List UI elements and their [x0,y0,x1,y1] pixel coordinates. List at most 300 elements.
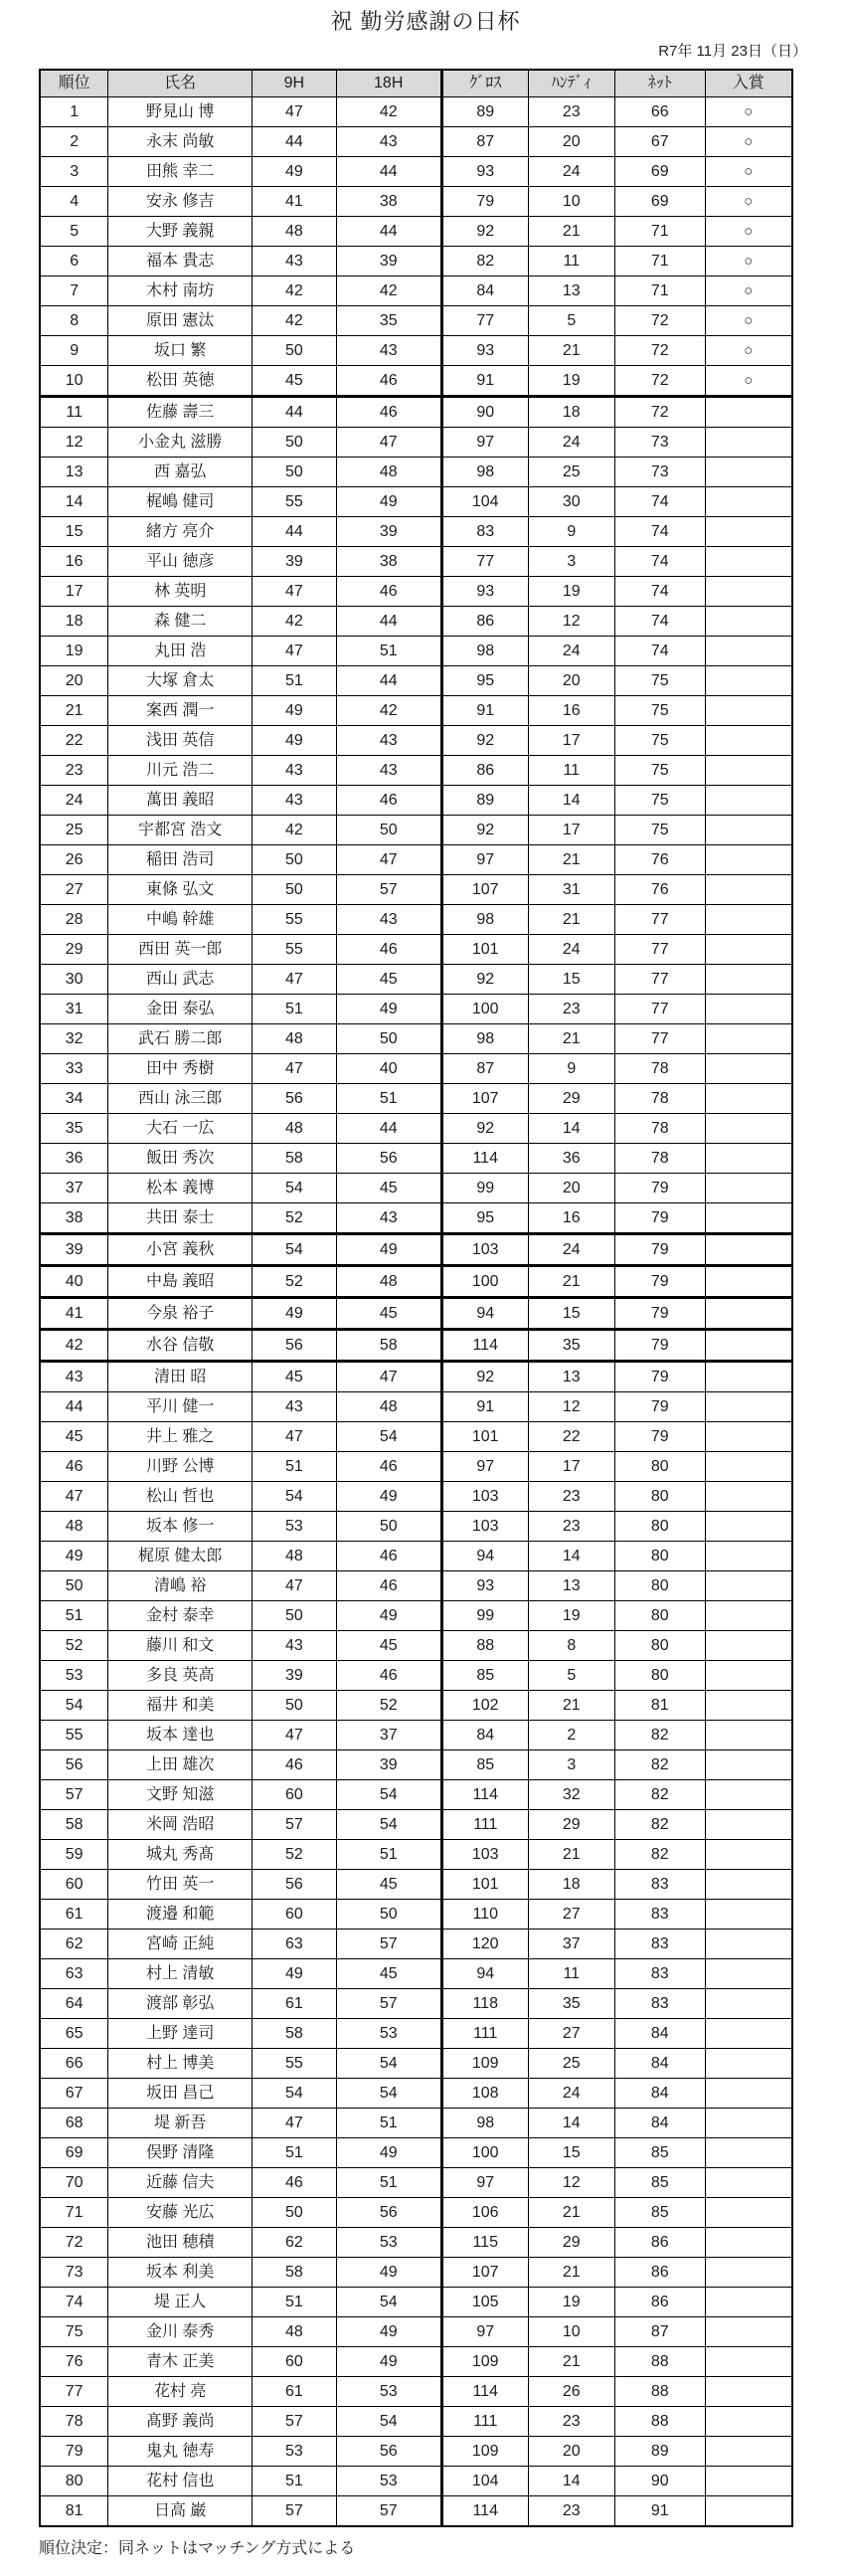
cell-gross: 115 [441,2228,528,2258]
cell-name: 西田 英一郎 [108,935,253,965]
cell-9h: 52 [252,1203,336,1234]
cell-name: 鬼丸 徳寿 [108,2437,253,2467]
cell-name: 坂本 利美 [108,2258,253,2288]
cell-name: 川元 浩二 [108,756,253,786]
cell-18h: 47 [336,1362,441,1392]
cell-handicap: 12 [528,607,614,637]
cell-name: 井上 雅之 [108,1422,253,1452]
cell-net: 74 [614,577,705,607]
cell-net: 78 [614,1114,705,1144]
cell-name: 近藤 信夫 [108,2168,253,2198]
cell-handicap: 35 [528,1330,614,1362]
cell-prize [705,2407,792,2437]
cell-name: 俣野 清隆 [108,2138,253,2168]
cell-rank: 15 [40,517,108,547]
table-row [40,786,792,816]
cell-net: 80 [614,1571,705,1601]
cell-prize [705,1234,792,1266]
cell-gross: 95 [441,1203,528,1234]
cell-rank: 54 [40,1691,108,1721]
cell-rank: 51 [40,1601,108,1631]
cell-18h: 42 [336,696,441,726]
cell-gross: 114 [441,1144,528,1174]
cell-18h: 54 [336,1810,441,1840]
cell-gross: 94 [441,1542,528,1571]
cell-rank: 22 [40,726,108,756]
cell-rank: 16 [40,547,108,577]
cell-18h: 46 [336,935,441,965]
cell-9h: 51 [252,2467,336,2496]
cell-handicap: 13 [528,276,614,306]
cell-9h: 54 [252,2079,336,2109]
cell-rank: 34 [40,1084,108,1114]
cell-9h: 55 [252,935,336,965]
cell-handicap: 14 [528,786,614,816]
cell-net: 85 [614,2138,705,2168]
cell-9h: 46 [252,2168,336,2198]
cell-net: 83 [614,1870,705,1900]
cell-18h: 45 [336,1174,441,1203]
table-body [40,97,792,2527]
cell-handicap: 15 [528,965,614,995]
table-row [40,875,792,905]
cell-net: 85 [614,2168,705,2198]
cell-gross: 97 [441,845,528,875]
cell-handicap: 23 [528,1512,614,1542]
cell-net: 91 [614,2496,705,2527]
cell-net: 79 [614,1298,705,1330]
cell-18h: 35 [336,306,441,336]
cell-gross: 98 [441,905,528,935]
cell-gross: 77 [441,547,528,577]
cell-18h: 50 [336,816,441,845]
cell-net: 79 [614,1362,705,1392]
cell-prize [705,1721,792,1750]
cell-handicap: 11 [528,247,614,276]
cell-name: 大塚 倉太 [108,666,253,696]
cell-prize [705,2467,792,2496]
cell-gross: 110 [441,1900,528,1930]
cell-net: 83 [614,1930,705,1959]
cell-prize: ○ [705,247,792,276]
cell-18h: 52 [336,1691,441,1721]
cell-name: 福本 貴志 [108,247,253,276]
cell-gross: 101 [441,1422,528,1452]
cell-name: 坂本 修一 [108,1512,253,1542]
cell-rank: 30 [40,965,108,995]
cell-9h: 58 [252,2258,336,2288]
cell-rank: 70 [40,2168,108,2198]
cell-name: 竹田 英一 [108,1870,253,1900]
cell-prize [705,1930,792,1959]
cell-handicap: 37 [528,1930,614,1959]
cell-net: 80 [614,1601,705,1631]
cell-gross: 92 [441,1362,528,1392]
cell-rank: 45 [40,1422,108,1452]
table-row [40,726,792,756]
cell-handicap: 19 [528,577,614,607]
cell-handicap: 15 [528,2138,614,2168]
cell-gross: 114 [441,2377,528,2407]
cell-name: 西山 泳三郎 [108,1084,253,1114]
cell-9h: 60 [252,1780,336,1810]
event-date: R7年 11月 23日（日） [658,43,807,60]
table-row [40,1298,792,1330]
cell-name: 上田 雄次 [108,1750,253,1780]
cell-9h: 53 [252,1512,336,1542]
cell-gross: 103 [441,1512,528,1542]
cell-rank: 64 [40,1989,108,2019]
table-row [40,577,792,607]
cell-18h: 56 [336,2437,441,2467]
cell-net: 72 [614,306,705,336]
cell-prize [705,487,792,517]
table-row [40,1840,792,1870]
cell-rank: 61 [40,1900,108,1930]
cell-rank: 67 [40,2079,108,2109]
cell-prize [705,2437,792,2467]
cell-gross: 91 [441,1392,528,1422]
cell-rank: 40 [40,1266,108,1298]
cell-prize [705,1661,792,1691]
cell-rank: 8 [40,306,108,336]
cell-rank: 31 [40,995,108,1024]
table-row [40,2258,792,2288]
cell-net: 83 [614,1989,705,2019]
table-row [40,458,792,487]
cell-net: 72 [614,366,705,397]
cell-gross: 111 [441,1810,528,1840]
cell-18h: 39 [336,517,441,547]
cell-rank: 68 [40,2109,108,2138]
cell-net: 84 [614,2109,705,2138]
cell-net: 78 [614,1054,705,1084]
cell-gross: 101 [441,1870,528,1900]
cell-handicap: 20 [528,127,614,157]
cell-name: 米岡 浩昭 [108,1810,253,1840]
table-row [40,97,792,127]
cell-rank: 38 [40,1203,108,1234]
cell-prize [705,1422,792,1452]
cell-rank: 50 [40,1571,108,1601]
cell-name: 花村 信也 [108,2467,253,2496]
cell-rank: 71 [40,2198,108,2228]
cell-9h: 45 [252,366,336,397]
cell-gross: 92 [441,965,528,995]
cell-gross: 114 [441,1780,528,1810]
cell-18h: 45 [336,1959,441,1989]
table-row [40,905,792,935]
cell-name: 日高 巌 [108,2496,253,2527]
cell-9h: 42 [252,816,336,845]
cell-handicap: 29 [528,2228,614,2258]
cell-18h: 46 [336,1661,441,1691]
cell-handicap: 18 [528,397,614,428]
cell-9h: 47 [252,1422,336,1452]
table-row [40,1810,792,1840]
cell-handicap: 12 [528,1392,614,1422]
cell-9h: 58 [252,2019,336,2049]
cell-name: 城丸 秀髙 [108,1840,253,1870]
cell-handicap: 17 [528,816,614,845]
cell-rank: 49 [40,1542,108,1571]
cell-rank: 37 [40,1174,108,1203]
table-row [40,517,792,547]
cell-net: 73 [614,428,705,458]
cell-handicap: 25 [528,458,614,487]
cell-name: 大野 義親 [108,217,253,247]
cell-9h: 43 [252,756,336,786]
cell-rank: 76 [40,2347,108,2377]
cell-prize: ○ [705,97,792,127]
cell-18h: 53 [336,2228,441,2258]
cell-handicap: 23 [528,2496,614,2527]
cell-handicap: 9 [528,517,614,547]
cell-gross: 105 [441,2288,528,2317]
cell-prize [705,1330,792,1362]
table-row [40,816,792,845]
table-row [40,965,792,995]
table-row [40,336,792,366]
cell-net: 75 [614,756,705,786]
cell-gross: 92 [441,816,528,845]
cell-18h: 53 [336,2467,441,2496]
cell-9h: 48 [252,217,336,247]
cell-net: 77 [614,1024,705,1054]
cell-net: 81 [614,1691,705,1721]
cell-name: 平山 徳彦 [108,547,253,577]
cell-name: 宇都宮 浩文 [108,816,253,845]
cell-gross: 108 [441,2079,528,2109]
cell-net: 79 [614,1266,705,1298]
cell-name: 堤 新吾 [108,2109,253,2138]
cell-name: 原田 憲汰 [108,306,253,336]
cell-gross: 93 [441,1571,528,1601]
table-row [40,1870,792,1900]
cell-gross: 97 [441,2168,528,2198]
cell-handicap: 20 [528,2437,614,2467]
cell-net: 85 [614,2198,705,2228]
table-row [40,1780,792,1810]
cell-net: 77 [614,995,705,1024]
cell-prize [705,905,792,935]
cell-gross: 90 [441,397,528,428]
cell-prize [705,1054,792,1084]
cell-9h: 47 [252,1721,336,1750]
cell-handicap: 24 [528,1234,614,1266]
cell-9h: 42 [252,306,336,336]
cell-gross: 93 [441,336,528,366]
cell-rank: 26 [40,845,108,875]
table-row [40,1989,792,2019]
cell-9h: 49 [252,696,336,726]
cell-handicap: 17 [528,726,614,756]
cell-handicap: 20 [528,1174,614,1203]
cell-handicap: 21 [528,845,614,875]
cell-handicap: 5 [528,306,614,336]
cell-rank: 10 [40,366,108,397]
cell-name: 髙野 義尚 [108,2407,253,2437]
cell-9h: 49 [252,1959,336,1989]
cell-rank: 21 [40,696,108,726]
cell-9h: 39 [252,547,336,577]
cell-net: 80 [614,1512,705,1542]
cell-prize [705,2198,792,2228]
table-row [40,2198,792,2228]
table-row [40,1203,792,1234]
cell-18h: 45 [336,965,441,995]
cell-9h: 47 [252,1054,336,1084]
cell-18h: 56 [336,1144,441,1174]
cell-net: 86 [614,2258,705,2288]
cell-rank: 7 [40,276,108,306]
ranking-rule-note: 順位決定：同ネットはマッチング方式による [39,2540,356,2557]
cell-rank: 24 [40,786,108,816]
cell-18h: 49 [336,1482,441,1512]
cell-handicap: 2 [528,1721,614,1750]
cell-gross: 111 [441,2407,528,2437]
cell-net: 79 [614,1174,705,1203]
cell-rank: 17 [40,577,108,607]
table-row [40,1631,792,1661]
cell-prize [705,726,792,756]
cell-prize [705,1750,792,1780]
cell-name: 浅田 英信 [108,726,253,756]
cell-rank: 60 [40,1870,108,1900]
cell-net: 80 [614,1452,705,1482]
cell-gross: 84 [441,276,528,306]
results-table [39,69,793,2527]
cell-18h: 46 [336,577,441,607]
cell-handicap: 30 [528,487,614,517]
table-row [40,1330,792,1362]
cell-handicap: 10 [528,187,614,217]
table-row [40,1601,792,1631]
cell-gross: 87 [441,127,528,157]
cell-name: 中嶋 幹雄 [108,905,253,935]
cell-gross: 114 [441,2496,528,2527]
column-header-prize: 入賞 [705,70,792,97]
cell-18h: 58 [336,1330,441,1362]
cell-name: 金川 泰秀 [108,2317,253,2347]
cell-9h: 57 [252,2407,336,2437]
cell-prize [705,2258,792,2288]
cell-rank: 62 [40,1930,108,1959]
header-row [40,70,792,97]
cell-18h: 45 [336,1631,441,1661]
cell-net: 83 [614,1959,705,1989]
cell-rank: 77 [40,2377,108,2407]
table-row [40,2347,792,2377]
cell-gross: 104 [441,2467,528,2496]
cell-handicap: 14 [528,1114,614,1144]
table-row [40,696,792,726]
cell-18h: 54 [336,1422,441,1452]
cell-prize [705,1266,792,1298]
table-row [40,2407,792,2437]
cell-net: 86 [614,2228,705,2258]
cell-gross: 98 [441,2109,528,2138]
cell-18h: 38 [336,547,441,577]
cell-name: 安藤 光広 [108,2198,253,2228]
cell-name: 坂田 昌己 [108,2079,253,2109]
cell-18h: 44 [336,1114,441,1144]
table-row [40,2496,792,2527]
cell-18h: 43 [336,336,441,366]
cell-18h: 51 [336,2168,441,2198]
cell-handicap: 16 [528,696,614,726]
cell-18h: 44 [336,217,441,247]
cell-18h: 42 [336,97,441,127]
cell-18h: 49 [336,487,441,517]
column-header-rank: 順位 [40,70,108,97]
table-row [40,1571,792,1601]
cell-18h: 50 [336,1024,441,1054]
cell-name: 森 健二 [108,607,253,637]
cell-gross: 99 [441,1174,528,1203]
cell-18h: 51 [336,1840,441,1870]
cell-net: 82 [614,1750,705,1780]
page-title: 祝 勤労感謝の日杯 [330,9,521,34]
cell-handicap: 13 [528,1571,614,1601]
cell-net: 74 [614,547,705,577]
cell-18h: 43 [336,127,441,157]
cell-9h: 47 [252,1571,336,1601]
cell-net: 77 [614,935,705,965]
cell-name: 水谷 信敬 [108,1330,253,1362]
cell-18h: 39 [336,1750,441,1780]
cell-prize [705,577,792,607]
cell-rank: 78 [40,2407,108,2437]
cell-9h: 47 [252,965,336,995]
cell-net: 75 [614,816,705,845]
cell-name: 佐藤 壽三 [108,397,253,428]
cell-9h: 55 [252,905,336,935]
table-row [40,2049,792,2079]
cell-handicap: 13 [528,1362,614,1392]
cell-9h: 48 [252,2317,336,2347]
cell-gross: 111 [441,2019,528,2049]
cell-rank: 3 [40,157,108,187]
cell-prize [705,845,792,875]
cell-9h: 51 [252,666,336,696]
cell-9h: 50 [252,875,336,905]
cell-net: 78 [614,1144,705,1174]
cell-handicap: 21 [528,1024,614,1054]
cell-rank: 13 [40,458,108,487]
cell-handicap: 23 [528,2407,614,2437]
cell-name: 飯田 秀次 [108,1144,253,1174]
table-row [40,2109,792,2138]
table-row [40,2168,792,2198]
cell-18h: 43 [336,756,441,786]
cell-gross: 100 [441,1266,528,1298]
cell-rank: 44 [40,1392,108,1422]
cell-net: 82 [614,1840,705,1870]
cell-9h: 46 [252,1750,336,1780]
cell-prize [705,2168,792,2198]
cell-handicap: 27 [528,2019,614,2049]
cell-name: 坂口 繁 [108,336,253,366]
cell-handicap: 23 [528,97,614,127]
cell-9h: 43 [252,1392,336,1422]
cell-prize [705,965,792,995]
cell-prize [705,2496,792,2527]
cell-name: 永末 尚敏 [108,127,253,157]
table-row [40,2467,792,2496]
column-header-18h: 18H [336,70,441,97]
cell-gross: 85 [441,1750,528,1780]
